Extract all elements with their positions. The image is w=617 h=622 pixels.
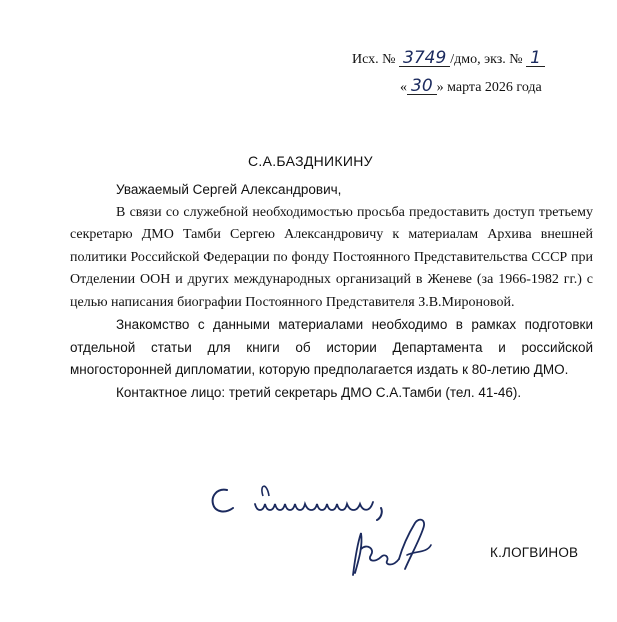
addressee: С.А.БАЗДНИКИНУ [248, 153, 373, 169]
signature-image [345, 515, 440, 580]
paragraph-1: В связи со служебной необходимостью просьба предоставить доступ третьему секретарю ДМО Тамби Сергею Александровичу к материалам Архива внешней политики Российской Федерации по фонду Постоянного Представительства СССР при Отделении ООН и других международных организаций в Женеве (за 1966-1982 гг.) с целью написания биографии Постоянного Представителя З.В.Мироновой. [70, 204, 593, 310]
outgoing-number-line [352, 50, 545, 68]
date-line [400, 78, 542, 96]
copy-number-handwritten: 1 [526, 50, 545, 67]
signer-name: К.ЛОГВИНОВ [490, 545, 579, 560]
date-close-quote: » [436, 80, 444, 95]
outgoing-prefix: Исх. № [352, 52, 396, 67]
date-day-handwritten: 30 [407, 78, 437, 95]
letter-body [70, 179, 593, 404]
paragraph-2-main: Знакомство с данными материалами необходимо в рамках подготовки отдельной статьи для книги об истории Департамента и российской многосторонней дипломатии, которую предполагается [70, 317, 593, 377]
paragraph-2-tail: издать к 80-летию ДМО. [416, 362, 569, 377]
outgoing-number-handwritten: 3749 [399, 50, 450, 67]
date-open-quote: « [400, 80, 407, 95]
outgoing-mid: /дмо, экз. № [450, 52, 523, 67]
paragraph-2 [70, 314, 593, 382]
salutation: Уважаемый Сергей Александрович, [116, 182, 342, 197]
date-rest: марта 2026 года [447, 80, 542, 95]
contact-line: Контактное лицо: третий секретарь ДМО С.А.Тамби (тел. 41-46). [116, 384, 522, 400]
